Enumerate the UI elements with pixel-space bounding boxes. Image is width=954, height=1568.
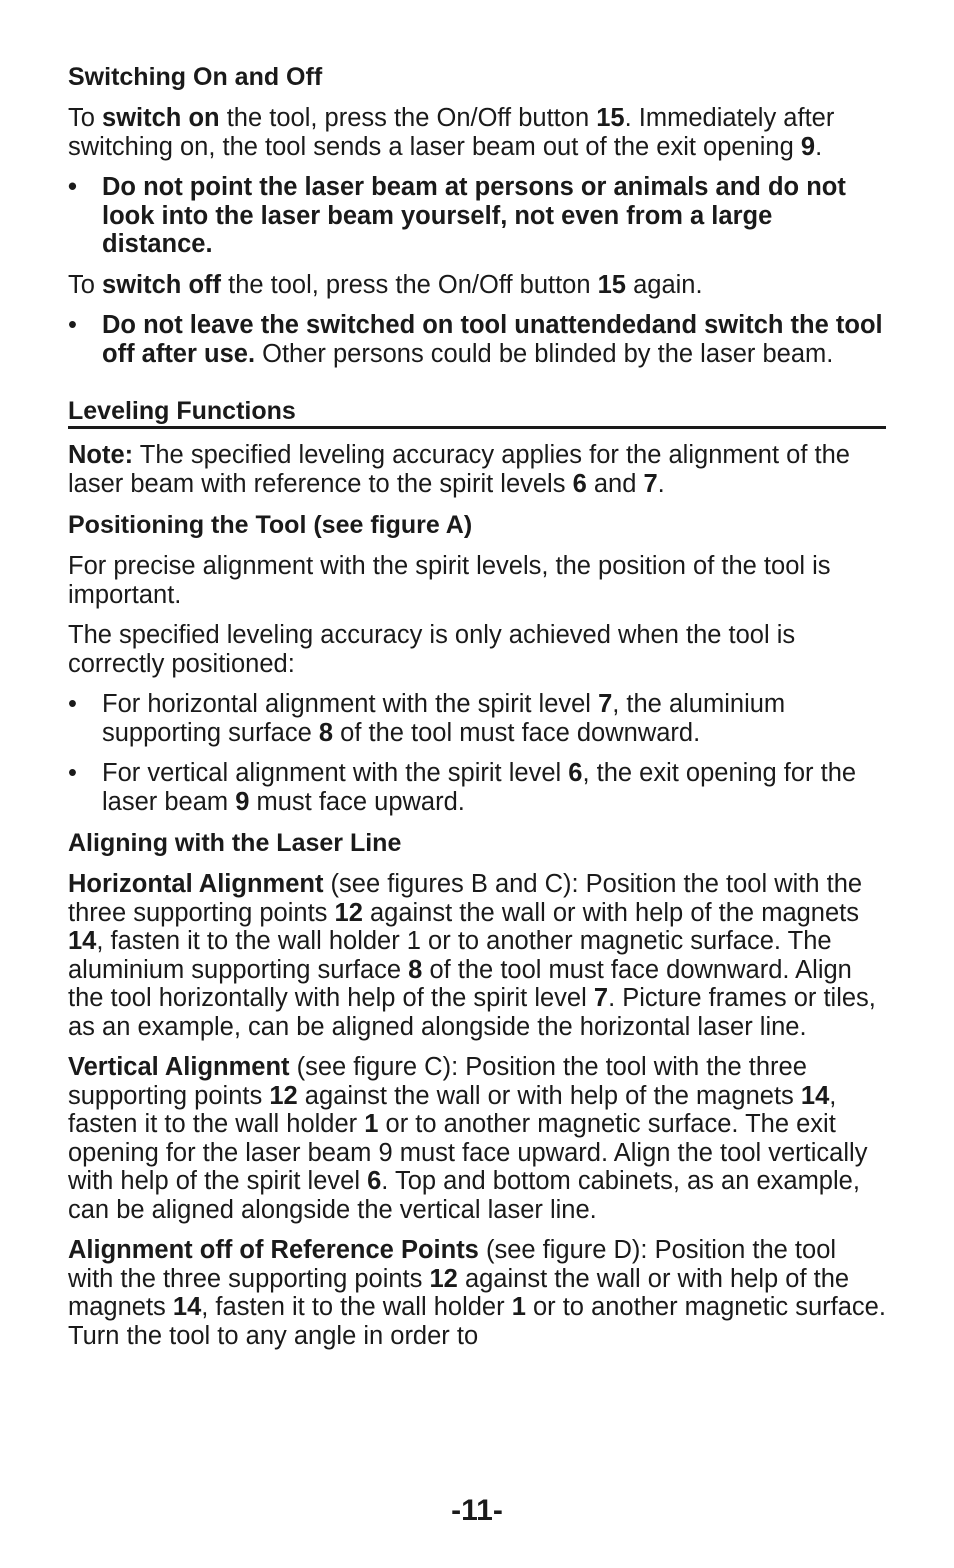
section-heading-switching: Switching On and Off bbox=[68, 63, 323, 91]
page-number: -11- bbox=[451, 1494, 503, 1527]
bullet-horizontal-alignment: • For horizontal alignment with the spirit level 7, the aluminium supporting surface 8 of the tool must face downward. bbox=[68, 690, 886, 747]
paragraph-switch-off: To switch off the tool, press the On/Off button 15 again. bbox=[68, 270, 703, 299]
section-heading-positioning: Positioning the Tool (see figure A) bbox=[68, 511, 473, 539]
manual-page bbox=[68, 62, 886, 1362]
paragraph-horizontal-alignment: Horizontal Alignment (see figures B and C): Position the tool with the three supporting points 12 against the wall or with help of the magnets 14, fasten it to the wall holder 1 or to another magnetic surface. The aluminium supporting surface 8 of the tool must face downward. Align the tool horizontally with help of the spirit level 7. Picture frames or tiles, as an example, can be aligned alongside the horizontal laser line. bbox=[68, 870, 876, 1041]
warning-unattended: • Do not leave the switched on tool unattendedand switch the tool off after use. Other persons could be blinded by the laser beam. bbox=[68, 311, 886, 368]
section-heading-aligning: Aligning with the Laser Line bbox=[68, 829, 402, 857]
paragraph-reference-points: Alignment off of Reference Points (see figure D): Position the tool with the three supporting points 12 against the wall or with help of the magnets 14, fasten it to the wall holder 1 or to another magnetic surface. Turn the tool to any angle in order to bbox=[68, 1236, 886, 1350]
paragraph-vertical-alignment: Vertical Alignment (see figure C): Position the tool with the three supporting points 12 against the wall or with help of the magnets 14, fasten it to the wall holder 1 or to another magnetic surface. The exit opening for the laser beam 9 must face upward. Align the tool vertically with help of the spirit level 6. Top and bottom cabinets, as an example, can be aligned alongside the vertical laser line. bbox=[68, 1053, 868, 1224]
bullet-vertical-alignment: • For vertical alignment with the spirit level 6, the exit opening for the laser beam 9 must face upward. bbox=[68, 759, 886, 816]
warning-laser-eyes: • Do not point the laser beam at persons or animals and do not look into the laser beam yourself, not even from a large distance. bbox=[68, 173, 886, 259]
paragraph-positioning-2: The specified leveling accuracy is only achieved when the tool is correctly positioned: bbox=[68, 621, 796, 678]
section-heading-leveling: Leveling Functions bbox=[68, 396, 886, 429]
paragraph-switch-on: To switch on the tool, press the On/Off button 15. Immediately after switching on, the tool sends a laser beam out of the exit opening 9. bbox=[68, 104, 835, 161]
paragraph-positioning-1: For precise alignment with the spirit levels, the position of the tool is important. bbox=[68, 552, 831, 609]
note-paragraph: Note: The specified leveling accuracy applies for the alignment of the laser beam with reference to the spirit levels 6 and 7. bbox=[68, 441, 850, 498]
